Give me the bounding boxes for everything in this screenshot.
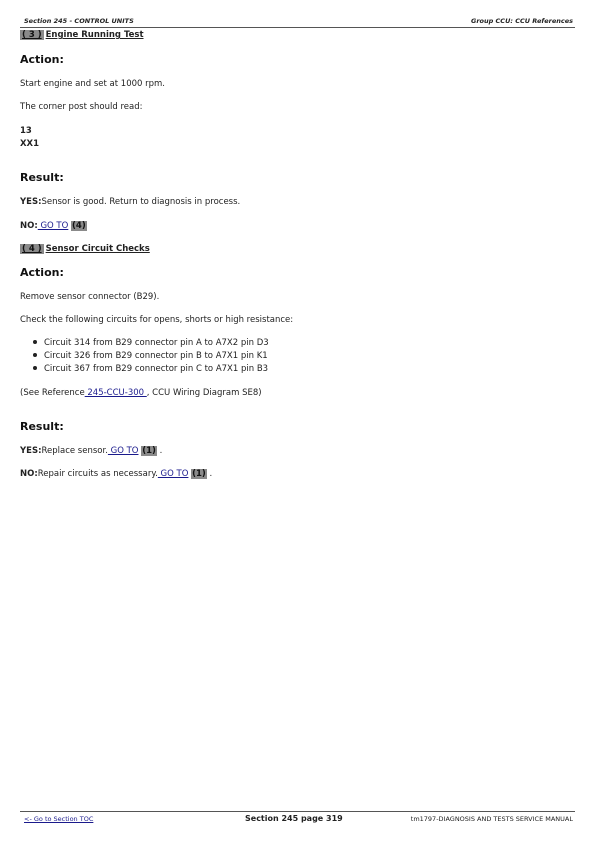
step-3-no-goto-number[interactable]: (4) bbox=[72, 221, 86, 231]
step-3-readout-line-1: 13 bbox=[20, 126, 32, 136]
step-3-no-line bbox=[20, 221, 87, 231]
list-item bbox=[33, 364, 268, 374]
list-item bbox=[33, 351, 268, 361]
header-rule bbox=[20, 27, 575, 28]
step-4-no-goto-number[interactable]: (1) bbox=[192, 469, 206, 479]
step-4-no-text: Repair circuits as necessary. bbox=[37, 469, 158, 479]
step-3-number: ( 3 ) bbox=[22, 30, 42, 40]
step-4-yes-line bbox=[20, 446, 162, 456]
footer-rule bbox=[20, 811, 575, 812]
step-3-result-heading: Result: bbox=[20, 171, 64, 184]
step-4-action-heading: Action: bbox=[20, 266, 64, 279]
manual-title: tm1797-DIAGNOSIS AND TESTS SERVICE MANUAL bbox=[410, 815, 573, 823]
step-4-reference-line bbox=[20, 388, 262, 398]
step-4-yes-goto-number[interactable]: (1) bbox=[142, 446, 156, 456]
step-4-no-line bbox=[20, 469, 212, 479]
bullet-dot bbox=[33, 340, 37, 344]
step-3-yes-label: YES: bbox=[20, 197, 42, 207]
header-section: Section 245 - CONTROL UNITS bbox=[24, 17, 134, 25]
step-4-heading bbox=[20, 244, 150, 254]
step-4-action-text-1: Remove sensor connector (B29). bbox=[20, 292, 160, 302]
bullet-dot bbox=[33, 366, 37, 370]
step-3-yes-line bbox=[20, 197, 240, 207]
step-3-action-text-2: The corner post should read: bbox=[20, 102, 143, 112]
page-number: Section 245 page 319 bbox=[245, 814, 343, 823]
step-3-no-goto-link[interactable]: GO TO bbox=[37, 221, 69, 231]
step-4-no-goto-link[interactable]: GO TO bbox=[157, 469, 189, 479]
step-3-readout-line-2: XX1 bbox=[20, 139, 40, 149]
step-4-action-text-2: Check the following circuits for opens, shorts or high resistance: bbox=[20, 315, 294, 325]
section-toc-link[interactable]: <- Go to Section TOC bbox=[24, 815, 94, 823]
list-item bbox=[33, 338, 269, 348]
reference-link[interactable]: 245-CCU-300 bbox=[84, 388, 147, 398]
list-item-text: Circuit 314 from B29 connector pin A to A7X2 pin D3 bbox=[44, 338, 269, 348]
step-4-yes-goto-link[interactable]: GO TO bbox=[107, 446, 139, 456]
step-3-title: Engine Running Test bbox=[45, 30, 144, 40]
step-3-heading bbox=[20, 30, 144, 40]
list-item-text: Circuit 367 from B29 connector pin C to A7X1 pin B3 bbox=[44, 364, 269, 374]
step-3-action-heading: Action: bbox=[20, 53, 64, 66]
step-4-result-heading: Result: bbox=[20, 420, 64, 433]
header-group: Group CCU: CCU References bbox=[470, 17, 573, 25]
step-4-yes-end: . bbox=[159, 446, 163, 456]
step-4-number: ( 4 ) bbox=[22, 244, 42, 254]
step-3-action-text-1: Start engine and set at 1000 rpm. bbox=[20, 79, 165, 89]
reference-suffix: , CCU Wiring Diagram SE8) bbox=[146, 388, 262, 398]
reference-prefix: (See Reference bbox=[20, 388, 85, 398]
step-4-title: Sensor Circuit Checks bbox=[45, 244, 150, 254]
step-4-no-end: . bbox=[209, 469, 213, 479]
step-4-yes-text: Replace sensor. bbox=[41, 446, 108, 456]
step-3-no-label: NO: bbox=[20, 221, 38, 231]
step-3-yes-text: Sensor is good. Return to diagnosis in process. bbox=[41, 197, 241, 207]
list-item-text: Circuit 326 from B29 connector pin B to A7X1 pin K1 bbox=[44, 351, 268, 361]
bullet-dot bbox=[33, 353, 37, 357]
step-4-yes-label: YES: bbox=[20, 446, 42, 456]
step-4-no-label: NO: bbox=[20, 469, 38, 479]
